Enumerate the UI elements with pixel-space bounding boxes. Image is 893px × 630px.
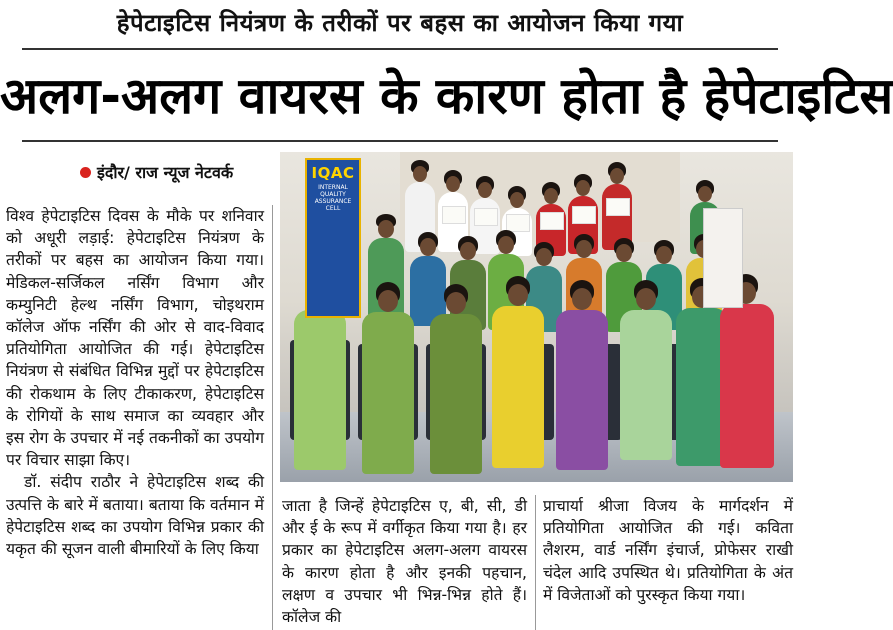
dateline	[80, 161, 233, 183]
column-1-paragraph-2: डॉ. संदीप राठौर ने हेपेटाइटिस शब्द की उत्पत्ति के बारे में बताया। बताया कि वर्तमान में हेपेटाइटिस शब्द का उपयोग विभिन्न प्रकार की यकृत की सूजन वाली बीमारियों के लिए किया	[6, 473, 264, 559]
article-kicker: हेपेटाइटिस नियंत्रण के तरीकों पर बहस का आयोजन किया गया	[116, 9, 684, 37]
column-2-paragraph: जाता है जिन्हें हेपेटाइटिस ए, बी, सी, डी और ई के रूप में वर्गीकृत किया गया है। हर प्रकार का हेपेटाइटिस अलग-अलग वायरस के कारण होता है और इनकी पहचान, लक्षण व उपचार भी भिन्न-भिन्न होते हैं। कॉलेज की	[282, 497, 527, 627]
top-rule	[22, 48, 778, 50]
article-headline: अलग-अलग वायरस के कारण होता है हेपेटाइटिस	[0, 67, 893, 125]
bullet-icon	[80, 167, 91, 178]
college-standee	[703, 208, 743, 308]
headline-rule	[22, 140, 778, 142]
column-divider-1	[272, 205, 273, 630]
banner-title: IQAC	[311, 164, 355, 182]
dateline-text: इंदौर/ राज न्यूज नेटवर्क	[97, 163, 234, 182]
banner-subtitle: INTERNAL QUALITY ASSURANCE CELL	[314, 184, 352, 212]
column-1	[6, 205, 264, 560]
column-2	[282, 495, 527, 628]
column-1-paragraph-1: विश्व हेपेटाइटिस दिवस के मौके पर शनिवार को अधूरी लड़ाई: हेपेटाइटिस नियंत्रण के तरीकों पर बहस का आयोजन किया गया। मेडिकल-सर्जिकल नर्सिंग विभाग और कम्युनिटी हेल्थ नर्सिंग विभाग, चोइथराम कॉलेज ऑफ नर्सिंग की ओर से वाद-विवाद प्रतियोगिता आयोजित की गई। हेपेटाइटिस नियंत्रण से संबंधित विभिन्न मुद्दों पर हेपेटाइटिस की रोकथाम के लिए टीकाकरण, हेपेटाइटिस के रोगियों के साथ समाज का व्यवहार और इस रोग के उपचार में नई तकनीकों का उपयोग पर विचार साझा किए।	[6, 207, 264, 470]
column-3	[543, 495, 793, 606]
column-3-paragraph: प्राचार्या श्रीजा विजय के मार्गदर्शन में प्रतियोगिता आयोजित की गई। कविता लैशरम, वार्ड नर्सिंग इंचार्ज, प्रोफेसर राखी चंदेल आदि उपस्थित थे। प्रतियोगिता के अंत में विजेताओं को पुरस्कृत किया गया।	[543, 497, 793, 604]
iqac-banner	[305, 158, 361, 318]
column-divider-2	[535, 495, 536, 630]
